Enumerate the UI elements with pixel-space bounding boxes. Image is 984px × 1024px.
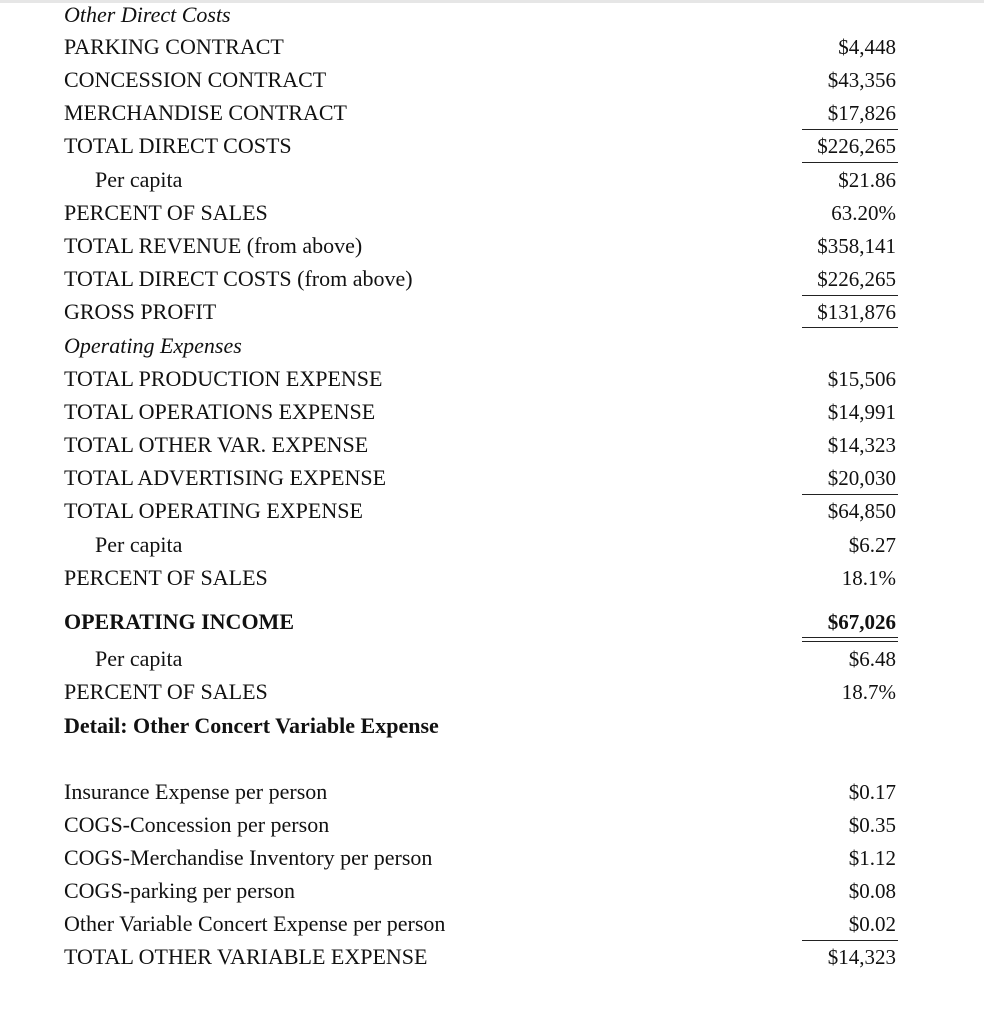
table-row-gross-profit xyxy=(0,297,984,327)
table-row-per-capita xyxy=(0,530,984,560)
row-value: $4,448 xyxy=(838,35,896,59)
row-value: $14,323 xyxy=(827,945,896,969)
row-value: $0.17 xyxy=(848,780,896,804)
row-value: $1.12 xyxy=(848,846,896,870)
table-row-total-operating-expense xyxy=(0,496,984,526)
row-label: TOTAL REVENUE (from above) xyxy=(64,233,363,258)
table-row-other-variable-expense xyxy=(0,909,984,939)
section-header-direct-costs xyxy=(0,0,984,30)
table-row-cogs-parking xyxy=(0,876,984,906)
table-row-per-capita xyxy=(0,165,984,195)
table-row-total-direct-costs xyxy=(0,131,984,161)
section-title: Other Direct Costs xyxy=(64,2,231,27)
row-label: TOTAL PRODUCTION EXPENSE xyxy=(64,366,383,391)
subtotal-rule xyxy=(802,494,898,495)
row-label: COGS-parking per person xyxy=(64,878,295,903)
row-value: 63.20% xyxy=(831,201,896,225)
double-rule-bottom xyxy=(802,641,898,642)
section-header-operating-expenses xyxy=(0,331,984,361)
row-label: TOTAL OTHER VARIABLE EXPENSE xyxy=(64,944,428,969)
table-row-total-operations-expense xyxy=(0,397,984,427)
row-value: $21.86 xyxy=(838,168,896,192)
row-label: TOTAL DIRECT COSTS (from above) xyxy=(64,266,413,291)
subtotal-rule xyxy=(802,940,898,941)
row-label: TOTAL ADVERTISING EXPENSE xyxy=(64,465,387,490)
row-value: $226,265 xyxy=(817,134,896,158)
table-row-total-other-variable-expense xyxy=(0,942,984,972)
row-label: Per capita xyxy=(95,646,183,671)
row-value: $0.08 xyxy=(848,879,896,903)
total-rule xyxy=(802,327,898,328)
section-title: Detail: Other Concert Variable Expense xyxy=(64,713,439,738)
row-label: COGS-Concession per person xyxy=(64,812,330,837)
table-row-total-production-expense xyxy=(0,364,984,394)
row-label: COGS-Merchandise Inventory per person xyxy=(64,845,433,870)
subtotal-rule xyxy=(802,295,898,296)
table-row-cogs-merchandise xyxy=(0,843,984,873)
row-label: Insurance Expense per person xyxy=(64,779,328,804)
row-label: Per capita xyxy=(95,532,183,557)
row-value: $6.48 xyxy=(848,647,896,671)
row-value: $131,876 xyxy=(817,300,896,324)
table-row-total-advertising-expense xyxy=(0,463,984,493)
row-value: $0.02 xyxy=(848,912,896,936)
row-value: $14,323 xyxy=(827,433,896,457)
table-row-total-other-var-expense xyxy=(0,430,984,460)
row-value: $14,991 xyxy=(827,400,896,424)
table-row-cogs-concession xyxy=(0,810,984,840)
row-value: 18.7% xyxy=(841,680,896,704)
row-label: MERCHANDISE CONTRACT xyxy=(64,100,347,125)
table-row-concession-contract xyxy=(0,65,984,95)
section-header-detail xyxy=(0,711,984,741)
table-row-total-revenue xyxy=(0,231,984,261)
row-value: $358,141 xyxy=(817,234,896,258)
table-row-parking-contract xyxy=(0,32,984,62)
row-label: TOTAL OPERATIONS EXPENSE xyxy=(64,399,376,424)
row-label: PERCENT OF SALES xyxy=(64,679,268,704)
table-row-percent-of-sales xyxy=(0,563,984,593)
row-value: $0.35 xyxy=(848,813,896,837)
row-value: $6.27 xyxy=(848,533,896,557)
total-rule xyxy=(802,162,898,163)
row-label: TOTAL DIRECT COSTS xyxy=(64,133,292,158)
table-row-per-capita xyxy=(0,644,984,674)
row-value: $15,506 xyxy=(827,367,896,391)
row-label: PERCENT OF SALES xyxy=(64,200,268,225)
row-value: 18.1% xyxy=(841,566,896,590)
row-label: PERCENT OF SALES xyxy=(64,565,268,590)
table-row-insurance-expense xyxy=(0,777,984,807)
row-label: TOTAL OPERATING EXPENSE xyxy=(64,498,363,523)
row-value: $64,850 xyxy=(827,499,896,523)
table-row-merchandise-contract xyxy=(0,98,984,128)
row-label: CONCESSION CONTRACT xyxy=(64,67,327,92)
row-label: TOTAL OTHER VAR. EXPENSE xyxy=(64,432,369,457)
section-title: Operating Expenses xyxy=(64,333,242,358)
table-row-operating-income xyxy=(0,607,984,637)
row-label: OPERATING INCOME xyxy=(64,609,294,634)
row-label: GROSS PROFIT xyxy=(64,299,217,324)
row-value: $17,826 xyxy=(827,101,896,125)
row-label: Other Variable Concert Expense per person xyxy=(64,911,446,936)
table-row-total-direct-costs-from-above xyxy=(0,264,984,294)
row-value: $226,265 xyxy=(817,267,896,291)
row-label: PARKING CONTRACT xyxy=(64,34,284,59)
table-row-percent-of-sales xyxy=(0,677,984,707)
subtotal-rule xyxy=(802,129,898,130)
row-value: $67,026 xyxy=(827,610,896,634)
double-rule-top xyxy=(802,637,898,638)
row-value: $43,356 xyxy=(827,68,896,92)
row-label: Per capita xyxy=(95,167,183,192)
table-row-percent-of-sales xyxy=(0,198,984,228)
row-value: $20,030 xyxy=(827,466,896,490)
